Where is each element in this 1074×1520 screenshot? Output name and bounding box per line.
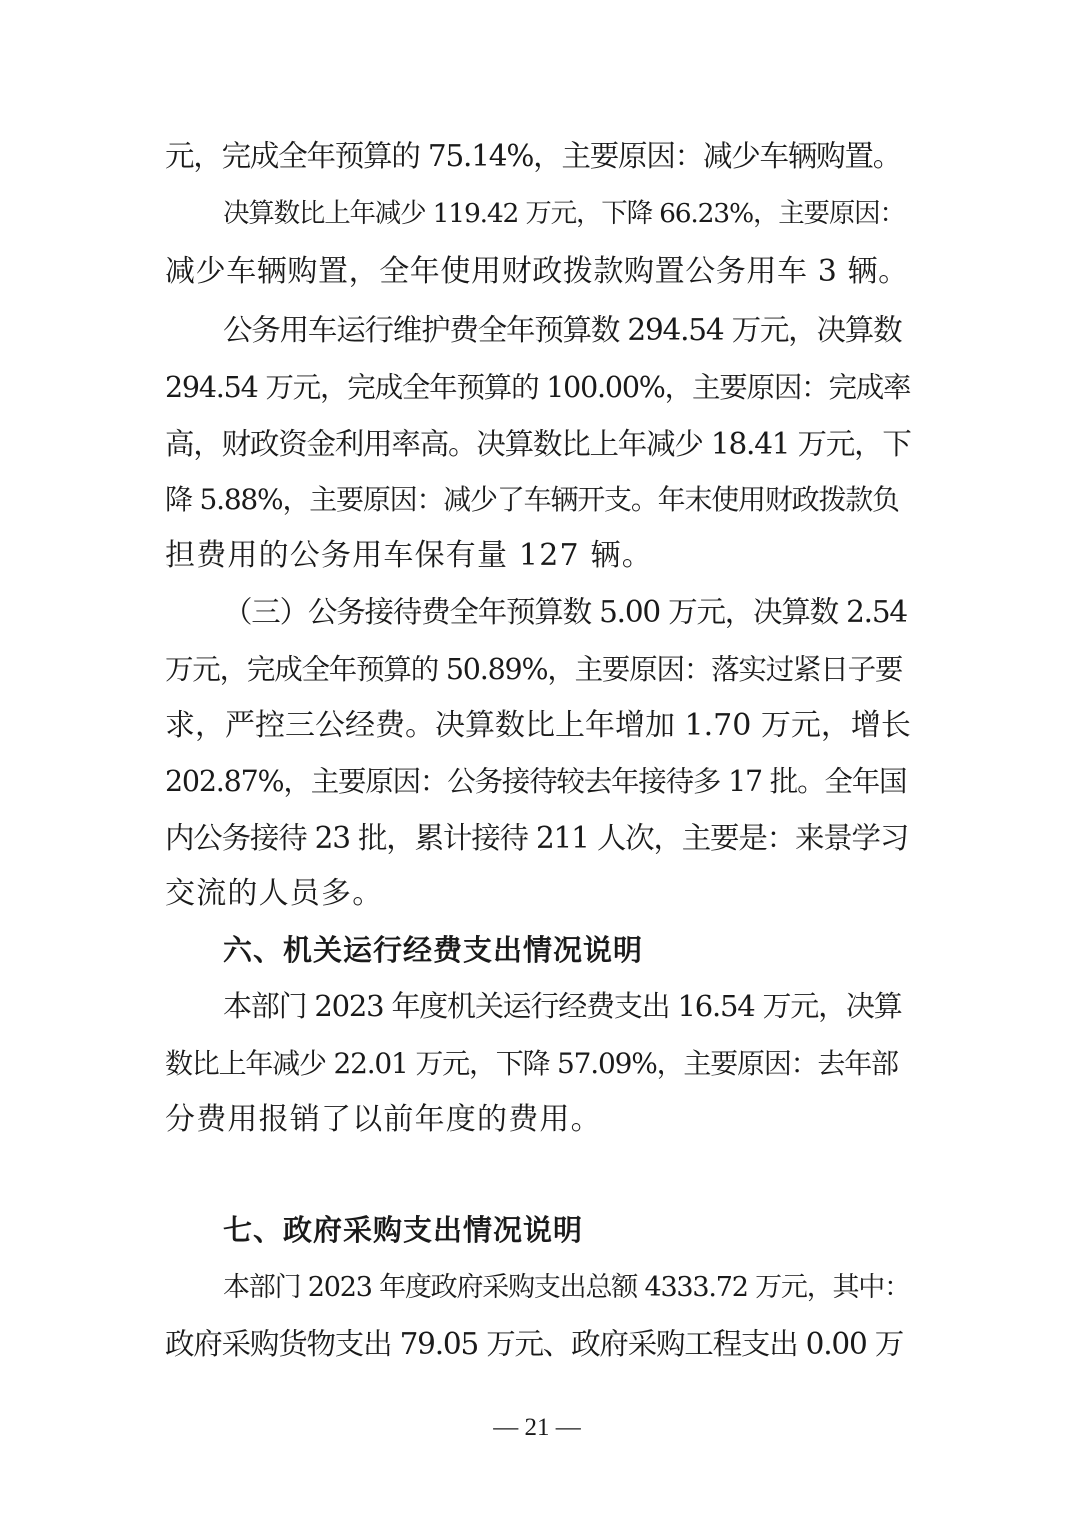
body-text-line: 高，财政资金利用率高。决算数比上年减少 18.41 万元，下 <box>165 427 911 461</box>
body-text-line: 本部门 2023 年度政府采购支出总额 4333.72 万元，其中： <box>223 1272 910 1303</box>
page-number: — 21 — <box>493 1414 581 1441</box>
body-text-line: 分费用报销了以前年度的费用。 <box>165 1102 602 1137</box>
body-text-line: 202.87%，主要原因：公务接待较去年接待多 17 批。全年国 <box>165 765 907 798</box>
body-text-line: 降 5.88%，主要原因：减少了车辆开支。年末使用财政拨款负 <box>165 483 899 516</box>
body-text-line: （三）公务接待费全年预算数 5.00 万元，决算数 2.54 <box>223 595 907 629</box>
body-text-line: 内公务接待 23 批，累计接待 211 人次，主要是：来景学习 <box>165 821 909 855</box>
body-text-line: 减少车辆购置，全年使用财政拨款购置公务用车 3 辆。 <box>165 254 909 289</box>
section-heading-six: 六、机关运行经费支出情况说明 <box>223 933 644 967</box>
body-text-line: 元，完成全年预算的 75.14%，主要原因：减少车辆购置。 <box>165 139 902 173</box>
body-text-line: 求，严控三公经费。决算数比上年增加 1.70 万元，增长 <box>165 708 911 743</box>
section-heading-seven: 七、政府采购支出情况说明 <box>223 1213 584 1247</box>
body-text-line: 政府采购货物支出 79.05 万元、政府采购工程支出 0.00 万 <box>165 1327 904 1361</box>
body-text-line: 294.54 万元，完成全年预算的 100.00%，主要原因：完成率 <box>165 371 911 404</box>
body-text-line: 决算数比上年减少 119.42 万元，下降 66.23%，主要原因： <box>223 198 905 229</box>
body-text-line: 担费用的公务用车保有量 127 辆。 <box>165 538 653 573</box>
body-text-line: 交流的人员多。 <box>165 876 384 911</box>
body-text-line: 本部门 2023 年度机关运行经费支出 16.54 万元，决算 <box>223 989 902 1023</box>
body-text-line: 万元，完成全年预算的 50.89%，主要原因：落实过紧日子要 <box>165 653 903 686</box>
body-text-line: 数比上年减少 22.01 万元，下降 57.09%，主要原因：去年部 <box>165 1047 898 1080</box>
body-text-line: 公务用车运行维护费全年预算数 294.54 万元，决算数 <box>223 313 902 347</box>
